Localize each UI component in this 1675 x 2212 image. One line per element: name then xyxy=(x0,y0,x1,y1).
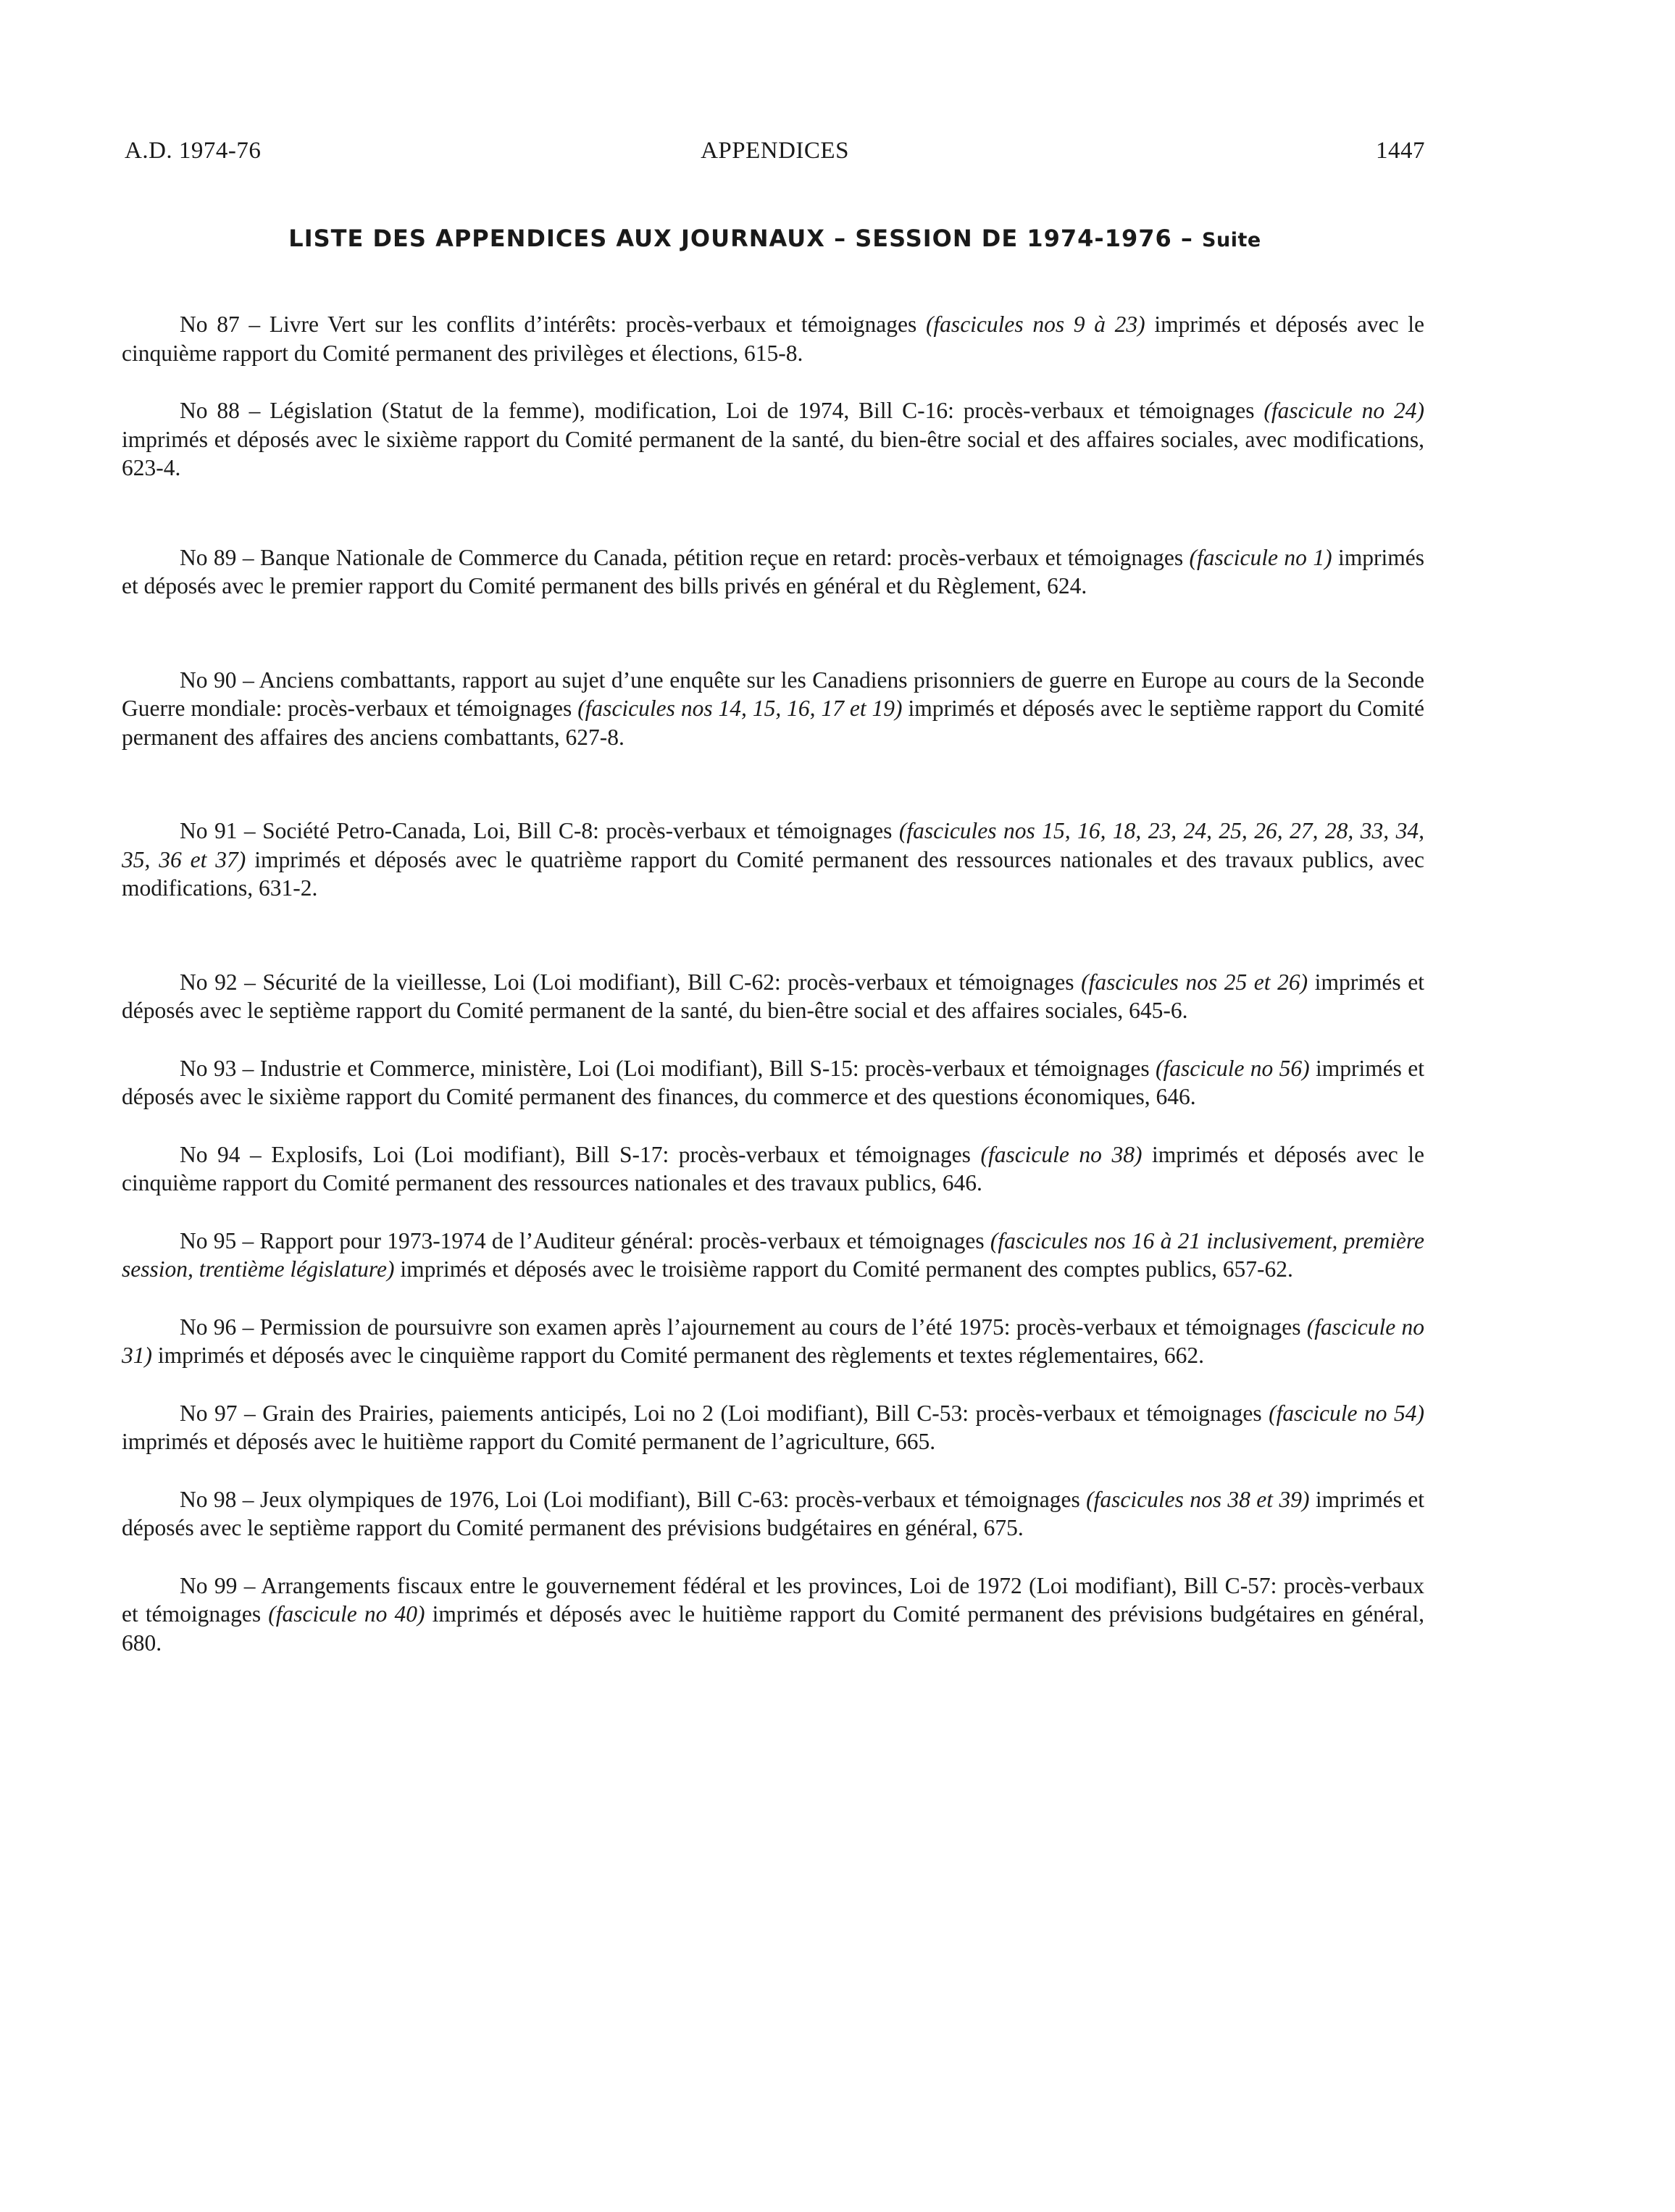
appendix-entry-89: No 89 – Banque Nationale de Commerce du Canada, pétition reçue en retard: procès-verbaux et témoignages (fascicule no 1) imprimés et déposés avec le premier rapport du Comité permanent des bills privés en général et du Règlement, 624. xyxy=(122,544,1424,598)
entry-gap xyxy=(122,1111,1424,1140)
page-title-suite: Suite xyxy=(1202,229,1261,251)
appendix-entry-96: No 96 – Permission de poursuivre son examen après l’ajournement au cours de l’été 1975: procès-verbaux et témoignages (fascicule no 31) imprimés et déposés avec le cinquième rapport du Comité permanent des règlements et textes réglementaires, 662. xyxy=(122,1314,1424,1368)
page-title xyxy=(125,225,1425,252)
running-head-section: APPENDICES xyxy=(701,138,849,164)
running-head-years: A.D. 1974-76 xyxy=(125,138,262,164)
entry-fascicle-ref: (fascicule no 56) xyxy=(1156,1055,1310,1081)
entry-fascicle-ref: (fascicule no 40) xyxy=(268,1601,425,1627)
entry-gap xyxy=(122,367,1424,396)
appendix-entry-94: No 94 – Explosifs, Loi (Loi modifiant), Bill S-17: procès-verbaux et témoignages (fascicule no 38) imprimés et déposés avec le cinquième rapport du Comité permanent des ressources nationales et des travaux publics, 646. xyxy=(122,1141,1425,1195)
entry-fascicle-ref: (fascicules nos 25 et 26) xyxy=(1081,969,1308,995)
page-number: 1447 xyxy=(1376,138,1425,164)
entry-gap xyxy=(122,1284,1424,1313)
entry-fascicle-ref: (fascicule no 54) xyxy=(1269,1400,1424,1426)
entry-fascicle-ref: (fascicules nos 15, 16, 18, 23, 24, 25, 26, 27, 28, 33, 34, 35, 36 et 37) xyxy=(122,818,1424,872)
entry-gap xyxy=(122,1025,1424,1054)
appendix-entry-95: No 95 – Rapport pour 1973-1974 de l’Auditeur général: procès-verbaux et témoignages (fascicules nos 16 à 21 inclusivement, première session, trentième législature) imprimés et déposés avec le troisième rapport du Comité permanent des comptes publics, 657-62. xyxy=(122,1227,1424,1282)
entry-fascicle-ref: (fascicule no 31) xyxy=(122,1314,1424,1368)
appendix-entry-98: No 98 – Jeux olympiques de 1976, Loi (Loi modifiant), Bill C-63: procès-verbaux et témoignages (fascicules nos 38 et 39) imprimés et déposés avec le septième rapport du Comité permanent des prévisions budgétaires en général, 675. xyxy=(122,1486,1424,1540)
page-title-main: LISTE DES APPENDICES AUX JOURNAUX – SESSION DE 1974-1976 – xyxy=(288,225,1193,252)
appendix-entry-93: No 93 – Industrie et Commerce, ministère, Loi (Loi modifiant), Bill S-15: procès-verbaux et témoignages (fascicule no 56) imprimés et déposés avec le sixième rapport du Comité permanent des finances, du commerce et des questions économiques, 646. xyxy=(122,1055,1425,1109)
entry-fascicle-ref: (fascicule no 38) xyxy=(980,1141,1143,1167)
appendix-entry-99: No 99 – Arrangements fiscaux entre le gouvernement fédéral et les provinces, Loi de 1972 (Loi modifiant), Bill C-57: procès-verbaux et témoignages (fascicule no 40) imprimés et déposés avec le huitième rapport du Comité permanent des prévisions budgétaires en général, 680. xyxy=(122,1572,1424,1656)
entry-gap xyxy=(122,1543,1424,1572)
running-head xyxy=(125,138,1425,174)
entry-fascicle-ref: (fascicule no 24) xyxy=(1263,398,1424,423)
appendix-entry-88: No 88 – Législation (Statut de la femme), modification, Loi de 1974, Bill C-16: procès-verbaux et témoignages (fascicule no 24) imprimés et déposés avec le sixième rapport du Comité permanent de la santé, du bien-être social et des affaires sociales, avec modifications, 623-4. xyxy=(122,398,1424,480)
entry-fascicle-ref: (fascicules nos 38 et 39) xyxy=(1086,1486,1310,1512)
entry-fascicle-ref: (fascicules nos 16 à 21 inclusivement, première session, trentième législature) xyxy=(122,1227,1424,1282)
entry-gap xyxy=(122,1370,1424,1399)
entry-gap xyxy=(122,1198,1424,1227)
entry-gap xyxy=(122,1456,1424,1485)
appendix-entry-91: No 91 – Société Petro-Canada, Loi, Bill C-8: procès-verbaux et témoignages (fascicules nos 15, 16, 18, 23, 24, 25, 26, 27, 28, 33, 34, 35, 36 et 37) imprimés et déposés avec le quatrième rapport du Comité permanent des ressources nationales et des travaux publics, avec modifications, 631-2. xyxy=(122,818,1425,901)
appendix-entry-97: No 97 – Grain des Prairies, paiements anticipés, Loi no 2 (Loi modifiant), Bill C-53: procès-verbaux et témoignages (fascicule no 54) imprimés et déposés avec le huitième rapport du Comité permanent de l’agriculture, 665. xyxy=(122,1400,1424,1454)
appendix-entry-87: No 87 – Livre Vert sur les conflits d’intérêts: procès-verbaux et témoignages (fascicules nos 9 à 23) imprimés et déposés avec le cinquième rapport du Comité permanent des privilèges et élections, 615-8. xyxy=(122,312,1424,366)
entry-fascicle-ref: (fascicules nos 14, 15, 16, 17 et 19) xyxy=(577,696,903,721)
appendix-entry-92: No 92 – Sécurité de la vieillesse, Loi (Loi modifiant), Bill C-62: procès-verbaux et témoignages (fascicules nos 25 et 26) imprimés et déposés avec le septième rapport du Comité permanent de la santé, du bien-être social et des affaires sociales, 645-6. xyxy=(122,969,1424,1023)
entry-fascicle-ref: (fascicules nos 9 à 23) xyxy=(925,312,1145,337)
appendix-entry-90: No 90 – Anciens combattants, rapport au sujet d’une enquête sur les Canadiens prisonniers de guerre en Europe au cours de la Seconde Guerre mondiale: procès-verbaux et témoignages (fascicules nos 14, 15, 16, 17 et 19) imprimés et déposés avec le septième rapport du Comité permanent des affaires des anciens combattants, 627-8. xyxy=(122,667,1424,750)
entry-gap xyxy=(122,483,1424,543)
entry-gap xyxy=(122,751,1424,817)
entry-gap xyxy=(122,601,1424,666)
entry-fascicle-ref: (fascicule no 1) xyxy=(1189,544,1332,570)
appendix-list xyxy=(122,310,1424,1657)
entry-gap xyxy=(122,903,1424,968)
